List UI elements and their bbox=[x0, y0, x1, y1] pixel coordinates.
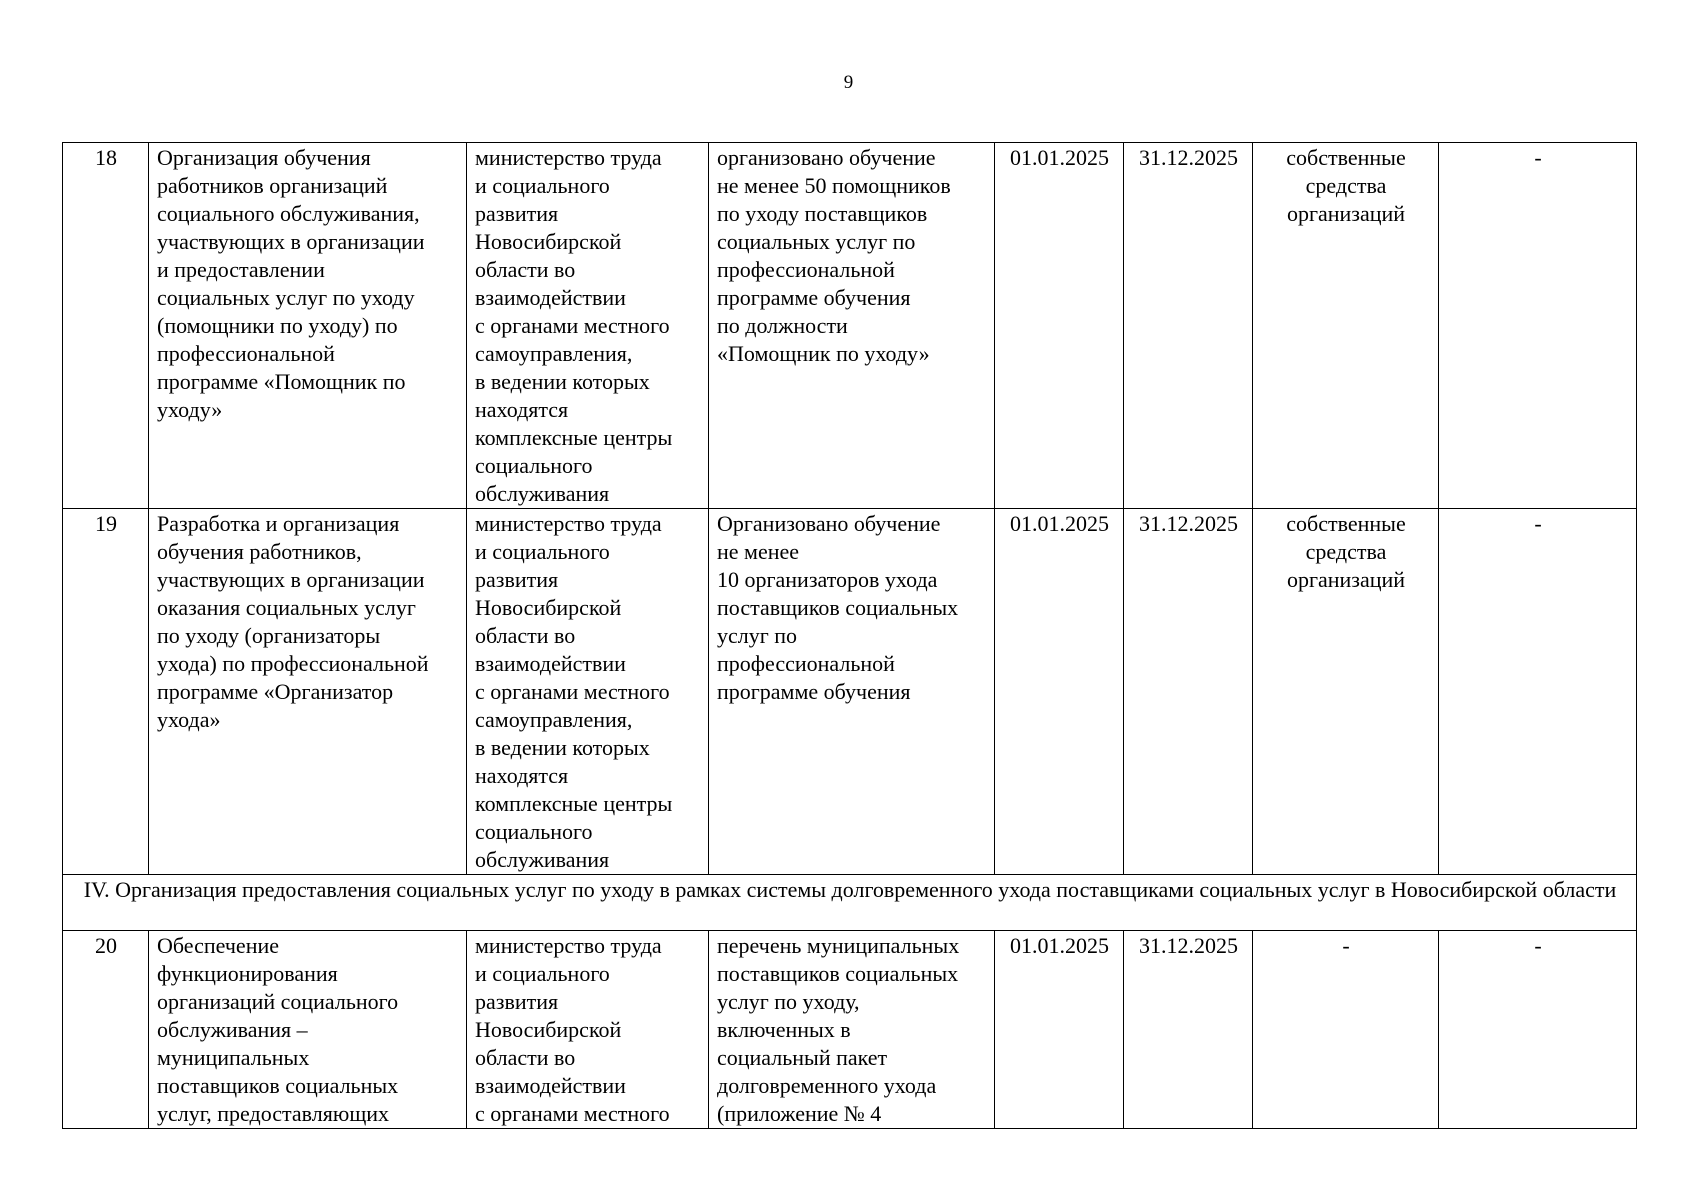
funding-cell: собственные средства организаций bbox=[1253, 509, 1439, 875]
responsible-cell: министерство труда и социального развития Новосибирской области во взаимодействии с органами местного самоуправления, в ведении которых находятся комплексные центры социального обслуживания bbox=[467, 143, 709, 509]
result-cell: Организовано обучение не менее 10 организаторов ухода поставщиков социальных услуг по профессиональной программе обучения bbox=[709, 509, 995, 875]
activity-cell: Организация обучения работников организаций социального обслуживания, участвующих в организации и предоставлении социальных услуг по уходу (помощники по уходу) по профессиональной программе «Помощник по уходу» bbox=[149, 143, 467, 509]
end-date-cell: 31.12.2025 bbox=[1124, 509, 1253, 875]
activity-cell: Обеспечение функционирования организаций социального обслуживания – муниципальных поставщиков социальных услуг, предоставляющих bbox=[149, 931, 467, 1129]
funding-cell: - bbox=[1253, 931, 1439, 1129]
start-date-cell: 01.01.2025 bbox=[995, 509, 1124, 875]
funding-cell: собственные средства организаций bbox=[1253, 143, 1439, 509]
start-date-cell: 01.01.2025 bbox=[995, 931, 1124, 1129]
note-cell: - bbox=[1439, 931, 1637, 1129]
note-cell: - bbox=[1439, 509, 1637, 875]
activities-table bbox=[62, 142, 1637, 1129]
row-number-cell: 20 bbox=[63, 931, 149, 1129]
table-row bbox=[63, 509, 1637, 875]
row-number-cell: 18 bbox=[63, 143, 149, 509]
responsible-cell: министерство труда и социального развития Новосибирской области во взаимодействии с органами местного bbox=[467, 931, 709, 1129]
activity-cell: Разработка и организация обучения работников, участвующих в организации оказания социальных услуг по уходу (организаторы ухода) по профессиональной программе «Организатор ухода» bbox=[149, 509, 467, 875]
end-date-cell: 31.12.2025 bbox=[1124, 143, 1253, 509]
page-number: 9 bbox=[843, 72, 854, 93]
section-heading: IV. Организация предоставления социальных услуг по уходу в рамках системы долговременного ухода поставщиками социальных услуг в Новосибирской области bbox=[63, 875, 1637, 931]
note-cell: - bbox=[1439, 143, 1637, 509]
section-heading-row bbox=[63, 875, 1637, 931]
row-number-cell: 19 bbox=[63, 509, 149, 875]
result-cell: организовано обучение не менее 50 помощников по уходу поставщиков социальных услуг по профессиональной программе обучения по должности «Помощник по уходу» bbox=[709, 143, 995, 509]
table-row bbox=[63, 143, 1637, 509]
responsible-cell: министерство труда и социального развития Новосибирской области во взаимодействии с органами местного самоуправления, в ведении которых находятся комплексные центры социального обслуживания bbox=[467, 509, 709, 875]
start-date-cell: 01.01.2025 bbox=[995, 143, 1124, 509]
table-row bbox=[63, 931, 1637, 1129]
result-cell: перечень муниципальных поставщиков социальных услуг по уходу, включенных в социальный пакет долговременного ухода (приложение № 4 bbox=[709, 931, 995, 1129]
end-date-cell: 31.12.2025 bbox=[1124, 931, 1253, 1129]
